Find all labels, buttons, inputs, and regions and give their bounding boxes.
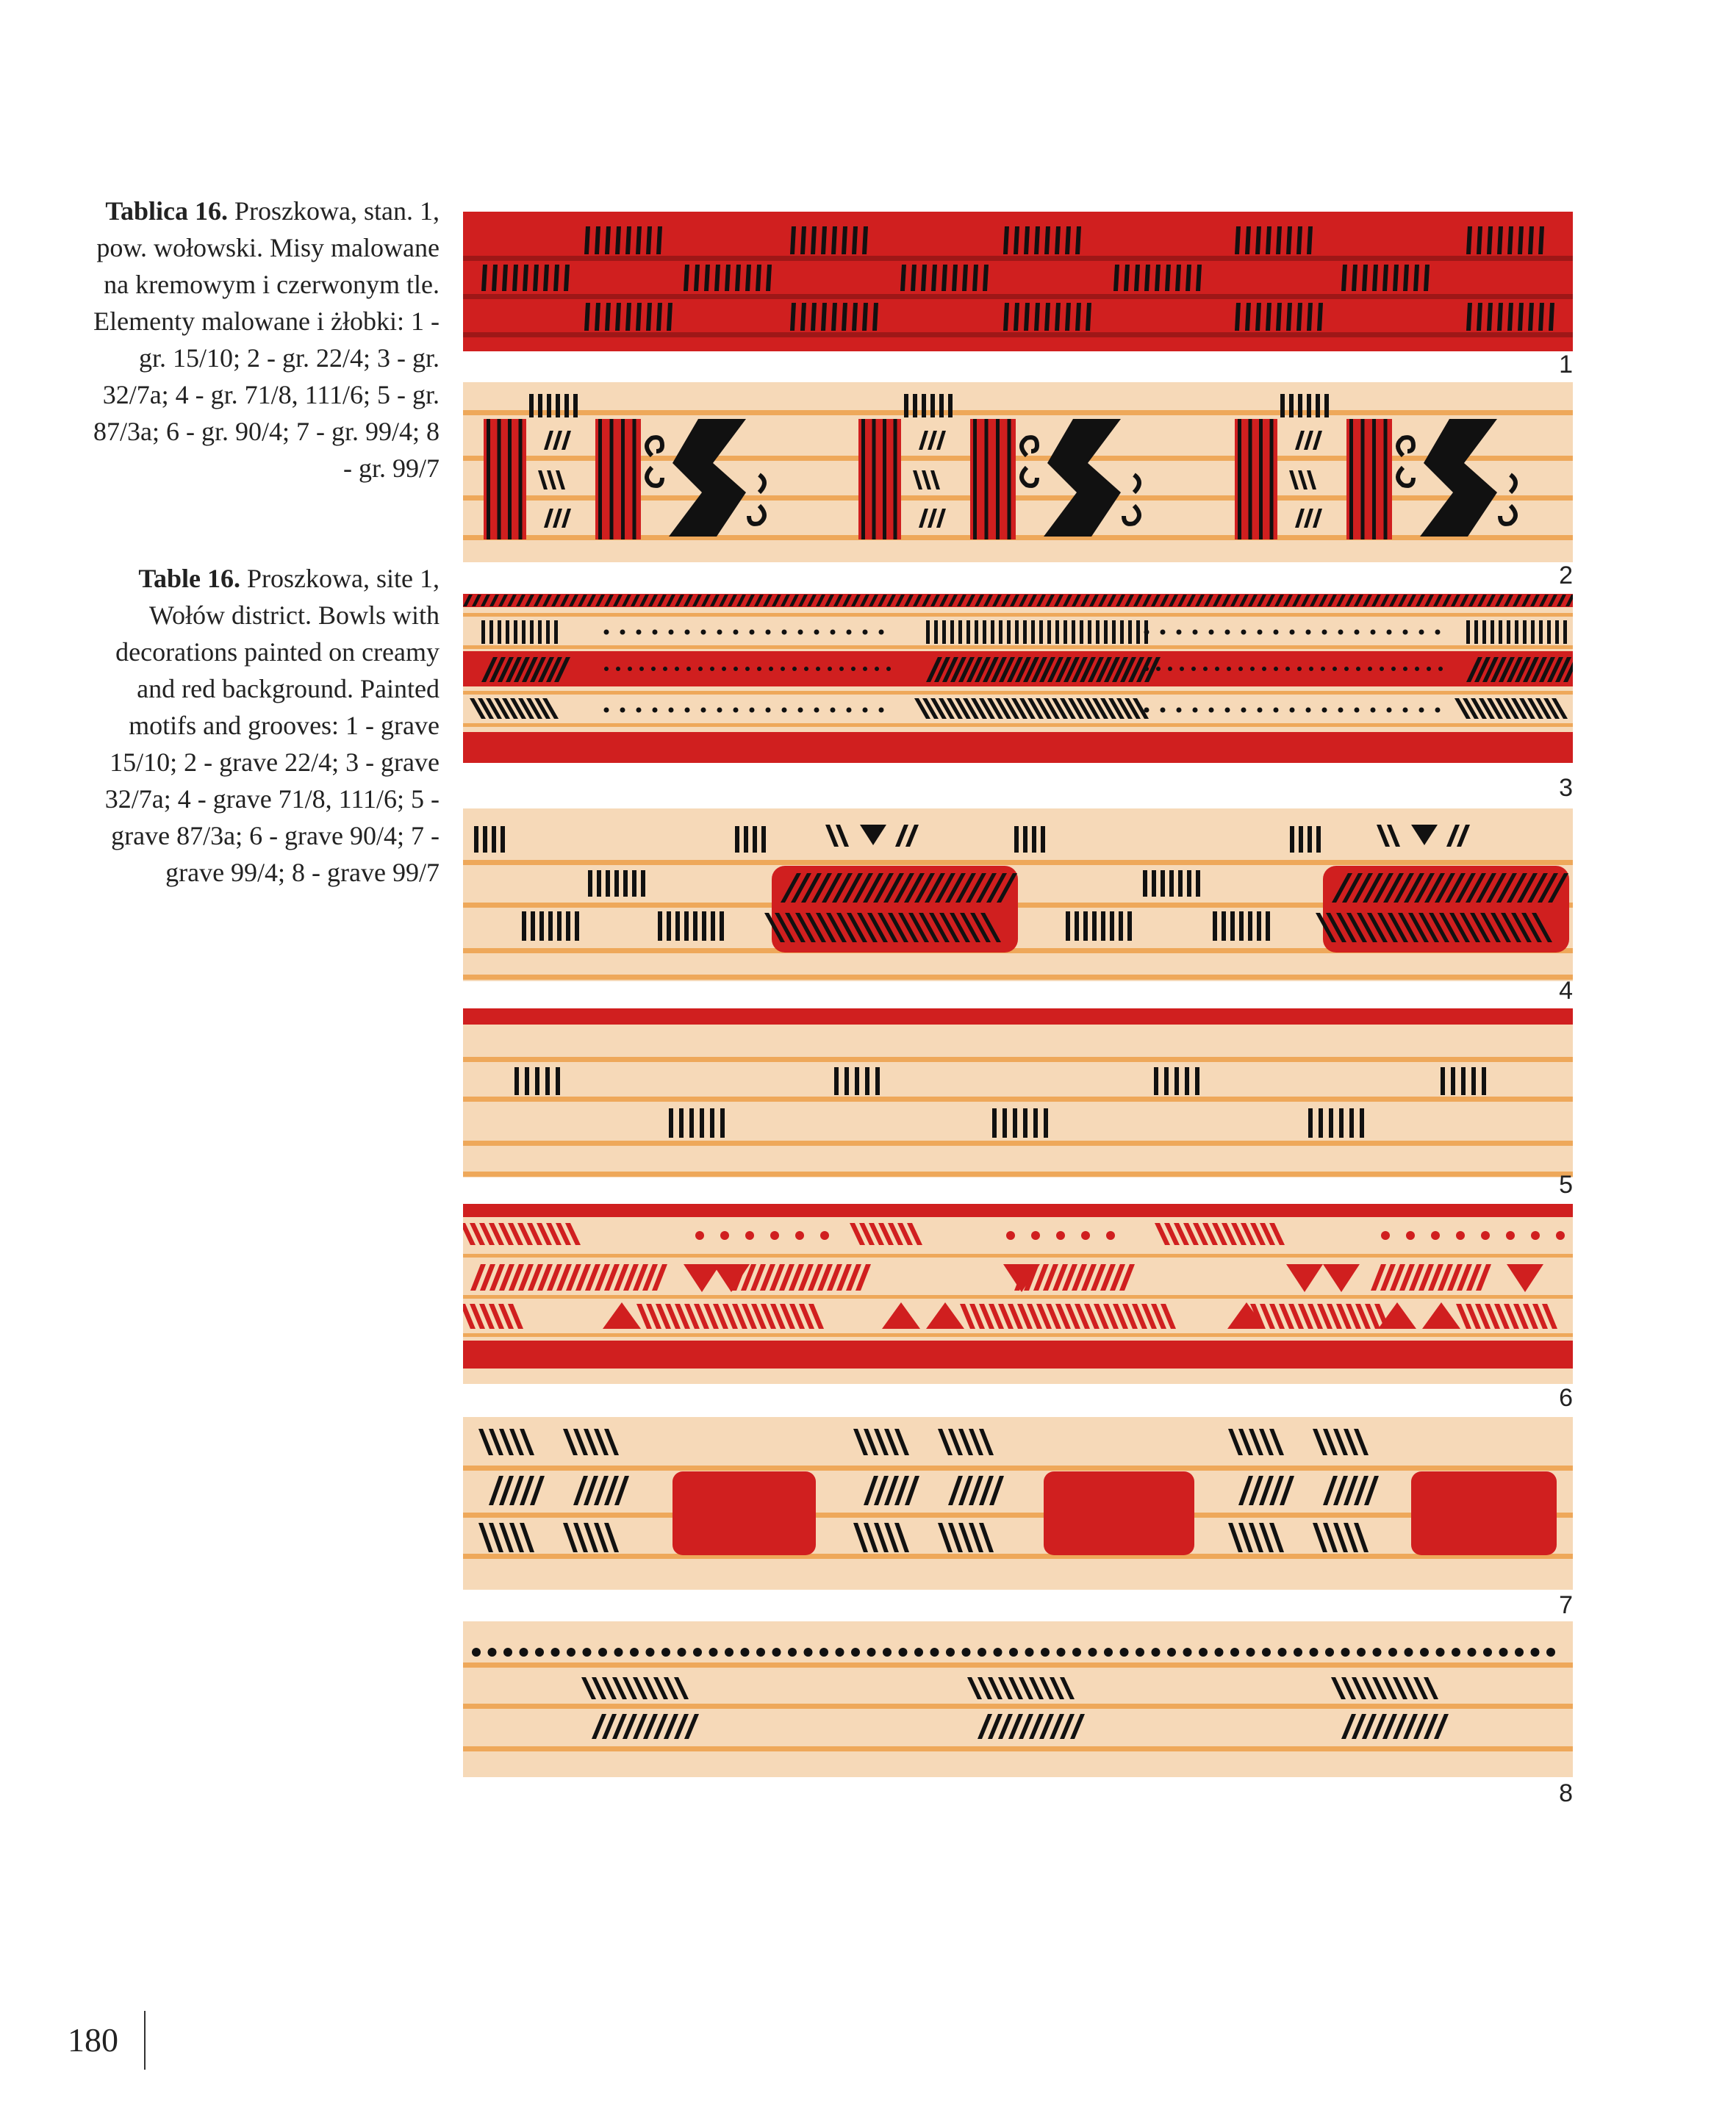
caption-polish-label: Tablica 16. xyxy=(105,196,229,226)
figure-number-8: 8 xyxy=(1559,1779,1573,1807)
figure-number-1: 1 xyxy=(1559,351,1573,379)
page-number-rule xyxy=(144,2011,146,2070)
figure-number-2: 2 xyxy=(1559,562,1573,589)
caption-english-label: Table 16. xyxy=(138,564,241,593)
figure-number-5: 5 xyxy=(1559,1171,1573,1199)
caption-english-text: Proszkowa, site 1, Wołów district. Bowls with decorations painted on creamy and red background. Painted motifs and grooves: 1 - grave 15/10; 2 - grave 22/4; 3 - grave 32/7a; 4 - grave 71/8, 111/6; 5 - grave 87/3a; 6 - grave 90/4; 7 - grave 99/4; 8 - grave 99/7 xyxy=(104,564,440,887)
figure-5-pattern xyxy=(463,1008,1573,1177)
page-number: 180 xyxy=(68,2021,118,2059)
figure-6-pattern xyxy=(463,1204,1573,1384)
figure-2-pattern xyxy=(463,382,1573,562)
caption-polish xyxy=(88,193,440,487)
figure-number-4: 4 xyxy=(1559,977,1573,1005)
figure-7-pattern xyxy=(463,1417,1573,1590)
figure-8-pattern xyxy=(463,1621,1573,1777)
figure-4-pattern xyxy=(463,808,1573,981)
caption-polish-text: Proszkowa, stan. 1, pow. wołowski. Misy malowane na kremowym i czerwonym tle. Elementy malowane i żłobki: 1 - gr. 15/10; 2 - gr. 22/4; 3 - gr. 32/7a; 4 - gr. 71/8, 111/6; 5 - gr. 87/3a; 6 - gr. 90/4; 7 - gr. 99/4; 8 - gr. 99/7 xyxy=(93,196,440,483)
figure-number-6: 6 xyxy=(1559,1384,1573,1412)
figure-number-7: 7 xyxy=(1559,1591,1573,1619)
figure-3-pattern xyxy=(463,594,1573,763)
figure-number-3: 3 xyxy=(1559,774,1573,802)
figure-1-pattern xyxy=(463,212,1573,351)
caption-english xyxy=(88,560,440,891)
